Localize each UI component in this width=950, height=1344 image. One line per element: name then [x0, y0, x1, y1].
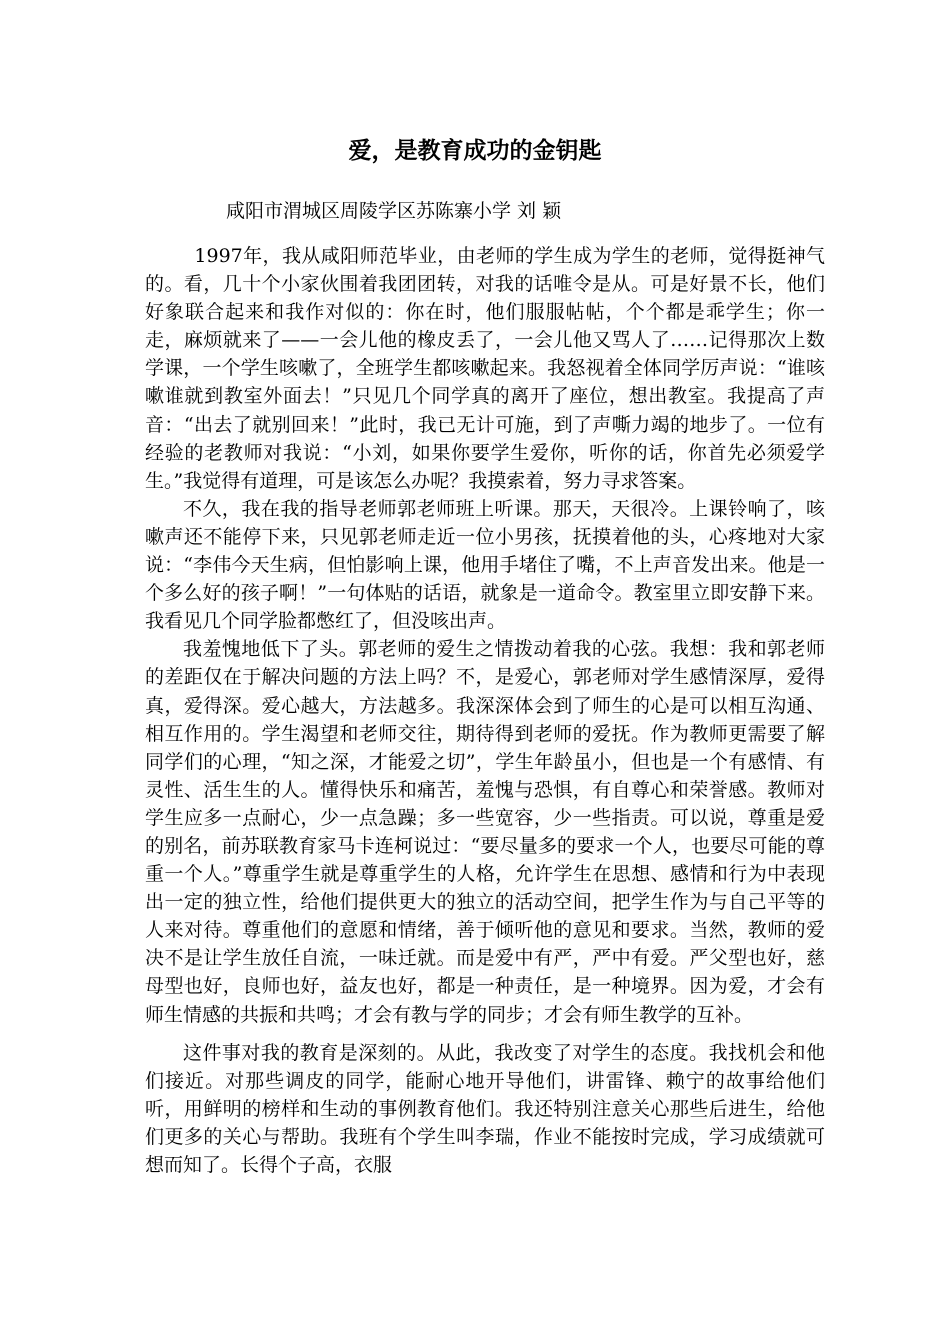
document-title: 爱，是教育成功的金钥匙: [348, 138, 602, 164]
paragraph-2: 不久，我在我的指导老师郭老师班上听课。那天，天很冷。上课铃响了，咳嗽声还不能停下来，只见郭老师走近一位小男孩，抚摸着他的头，心疼地对大家说：“李伟今天生病，但怕影响上课，他用手堵住了嘴，不上声音发出来。他是一个多么好的孩子啊！”一句体贴的话语，就象是一道命令。教室里立即安静下来。我看见几个同学脸都憋红了，但没咳出声。: [145, 497, 825, 633]
author-byline: 咸阳市渭城区周陵学区苏陈寨小学 刘 颖: [226, 200, 562, 222]
paragraph-3: 我羞愧地低下了头。郭老师的爱生之情拨动着我的心弦。我想：我和郭老师的差距仅在于解决问题的方法上吗？不，是爱心，郭老师对学生感情深厚，爱得真，爱得深。爱心越大，方法越多。我深深体会到了师生的心是可以相互沟通、相互作用的。学生渴望和老师交往，期待得到老师的爱抚。作为教师更需要了解同学们的心理，“知之深，才能爱之切”，学生年龄虽小，但也是一个有感情、有灵性、活生生的人。懂得快乐和痛苦，羞愧与恐惧，有自尊心和荣誉感。教师对学生应多一点耐心，少一点急躁；多一些宽容，少一些指责。可以说，尊重是爱的别名，前苏联教育家马卡连柯说过：“要尽量多的要求一个人，也要尽可能的尊重一个人。”尊重学生就是尊重学生的人格，允许学生在思想、感情和行为中表现出一定的独立性，给他们提供更大的独立的活动空间，把学生作为与自己平等的人来对待。尊重他们的意愿和情绪，善于倾听他的意见和要求。当然，教师的爱决不是让学生放任自流，一味迁就。而是爱中有严，严中有爱。严父型也好，慈母型也好，良师也好，益友也好，都是一种责任，是一种境界。因为爱，才会有师生情感的共振和共鸣；才会有教与学的同步；才会有师生教学的互补。: [145, 638, 825, 1026]
paragraph-4: 这件事对我的教育是深刻的。从此，我改变了对学生的态度。我找机会和他们接近。对那些调皮的同学，能耐心地开导他们，讲雷锋、赖宁的故事给他们听，用鲜明的榜样和生动的事例教育他们。我还特别注意关心那些后进生，给他们更多的关心与帮助。我班有个学生叫李瑞，作业不能按时完成，学习成绩就可想而知了。长得个子高，衣服: [145, 1041, 825, 1176]
document-body: [145, 242, 825, 1179]
paragraph-1: 1997年，我从咸阳师范毕业，由老师的学生成为学生的老师，觉得挺神气的。看，几十个小家伙围着我团团转，对我的话唯令是从。可是好景不长，他们好象联合起来和我作对似的：你在时，他们服服帖帖，个个都是乖学生；你一走，麻烦就来了——一会儿他的橡皮丢了，一会儿他又骂人了……记得那次上数学课，一个学生咳嗽了，全班学生都咳嗽起来。我怒视着全体同学厉声说：“谁咳嗽谁就到教室外面去！”只见几个同学真的离开了座位，想出教室。我提高了声音：“出去了就别回来！”此时，我已无计可施，到了声嘶力竭的地步了。一位有经验的老教师对我说：“小刘，如果你要学生爱你，听你的话，你首先必须爱学生。”我觉得有道理，可是该怎么办呢？我摸索着，努力寻求答案。: [145, 245, 825, 492]
